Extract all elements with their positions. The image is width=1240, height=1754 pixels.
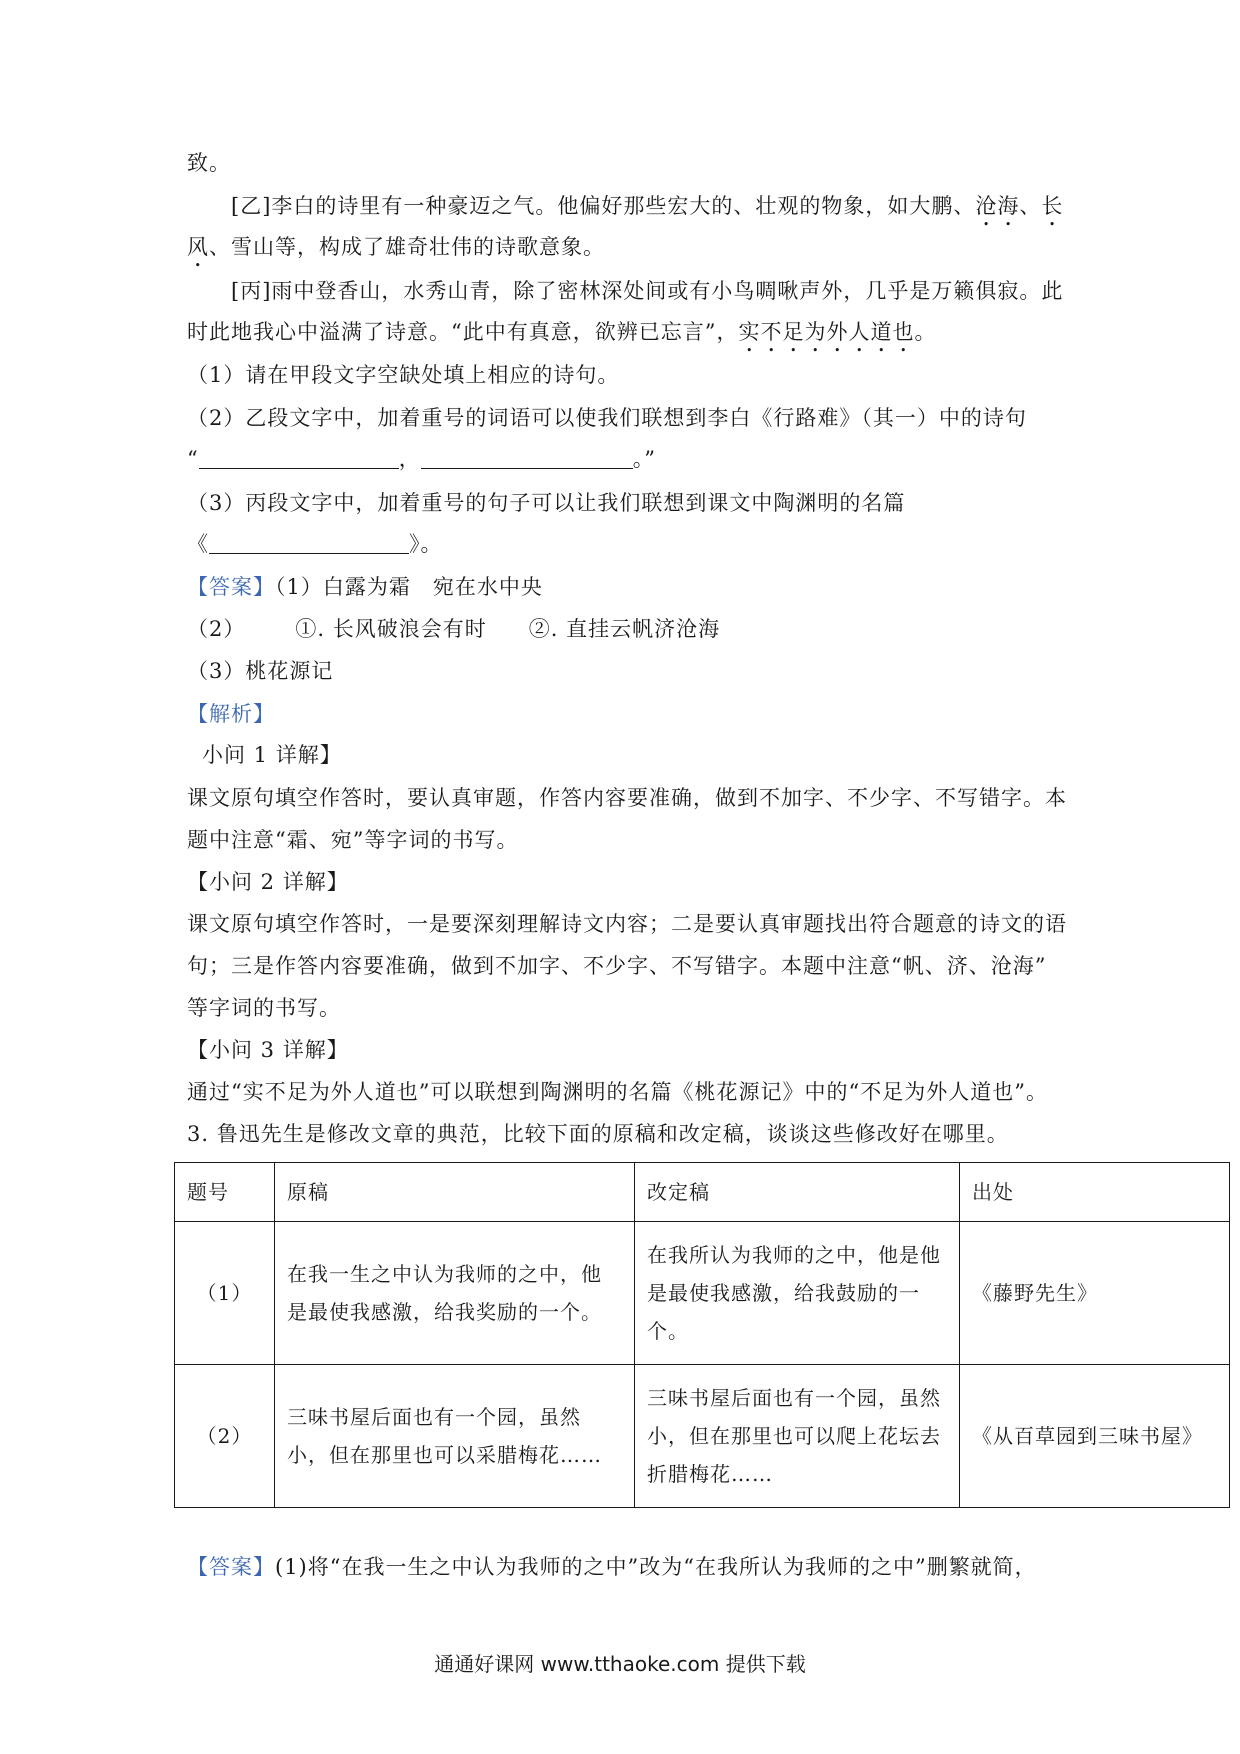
analysis-heading-3: 【小问 3 详解】 bbox=[187, 1038, 349, 1062]
table-cell-number: （1） bbox=[175, 1222, 275, 1365]
answer-tag: 【答案】 bbox=[187, 1555, 275, 1579]
revision-table bbox=[174, 1162, 1230, 1508]
emphasis-sentence: 实不足为外人道也 bbox=[738, 320, 915, 344]
analysis-p2-line1: 课文原句填空作答时，一是要深刻理解诗文内容；二是要认真审题找出符合题意的诗文的语 bbox=[187, 912, 1067, 936]
table-header: 改定稿 bbox=[635, 1163, 960, 1222]
question-1: （1）请在甲段文字空缺处填上相应的诗句。 bbox=[187, 363, 620, 387]
answer-tag: 【答案】 bbox=[187, 575, 275, 599]
table-header: 原稿 bbox=[275, 1163, 635, 1222]
paragraph-yi-line1: [乙]李白的诗里有一种豪迈之气。他偏好那些宏大的、壮观的物象，如大鹏、沧海、长 bbox=[231, 194, 1064, 218]
analysis-p3-line1: 通过“实不足为外人道也”可以联想到陶渊明的名篇《桃花源记》中的“不足为外人道也”。 bbox=[187, 1080, 1048, 1104]
answer-block-2: 【答案】(1)将“在我一生之中认为我师的之中”改为“在我所认为我师的之中”删繁就简， bbox=[187, 1555, 1037, 1579]
question-3-line1: （3）丙段文字中，加着重号的句子可以让我们联想到课文中陶渊明的名篇 bbox=[187, 491, 906, 515]
page-footer: 通通好课网 www.tthaoke.com 提供下载 bbox=[434, 1652, 806, 1676]
answer-blank[interactable] bbox=[421, 448, 633, 469]
emphasis-words: 沧海、长 bbox=[975, 194, 1064, 218]
answer-3: （3）桃花源记 bbox=[187, 659, 334, 683]
table-header-row bbox=[175, 1163, 1230, 1222]
emphasis-word: 风 bbox=[187, 235, 209, 259]
answer-2: （2） ①. 长风破浪会有时 ②. 直挂云帆济沧海 bbox=[187, 617, 721, 641]
analysis-heading-1: 小问 1 详解】 bbox=[202, 743, 342, 767]
answer-blank[interactable] bbox=[199, 448, 399, 469]
answer-blank[interactable] bbox=[209, 533, 409, 554]
question-3-blank: 《 》。 bbox=[187, 532, 443, 556]
table-cell-original: 三味书屋后面也有一个园，虽然小，但在那里也可以采腊梅花…… bbox=[275, 1365, 635, 1508]
table-header: 出处 bbox=[960, 1163, 1230, 1222]
question-3-title: 3. 鲁迅先生是修改文章的典范，比较下面的原稿和改定稿，谈谈这些修改好在哪里。 bbox=[187, 1122, 1009, 1146]
table-header: 题号 bbox=[175, 1163, 275, 1222]
table-cell-revised: 三味书屋后面也有一个园，虽然小，但在那里也可以爬上花坛去折腊梅花…… bbox=[635, 1365, 960, 1508]
analysis-tag: 【解析】 bbox=[187, 702, 275, 726]
table-row bbox=[175, 1222, 1230, 1365]
analysis-p2-line2: 句；三是作答内容要准确，做到不加字、不少字、不写错字。本题中注意“帆、济、沧海” bbox=[187, 954, 1047, 978]
table-cell-number: （2） bbox=[175, 1365, 275, 1508]
table-cell-source: 《藤野先生》 bbox=[960, 1222, 1230, 1365]
paragraph-yi-line2: 风、雪山等，构成了雄奇壮伟的诗歌意象。 bbox=[187, 235, 605, 259]
answer-block-1: 【答案】（1）白露为霜 宛在水中央 bbox=[187, 575, 543, 599]
table-cell-source: 《从百草园到三味书屋》 bbox=[960, 1365, 1230, 1508]
question-2-line1: （2）乙段文字中，加着重号的词语可以使我们联想到李白《行路难》（其一）中的诗句 bbox=[187, 406, 1027, 430]
analysis-p1-line2: 题中注意“霜、宛”等字词的书写。 bbox=[187, 828, 519, 852]
question-2-blanks: “ ， 。” bbox=[187, 447, 656, 471]
analysis-heading-2: 【小问 2 详解】 bbox=[187, 870, 349, 894]
table-cell-revised: 在我所认为我师的之中，他是他是最使我感激，给我鼓励的一个。 bbox=[635, 1222, 960, 1365]
paragraph-bing-line1: [丙]雨中登香山，水秀山青，除了密林深处间或有小鸟啁啾声外，几乎是万籁俱寂。此 bbox=[231, 279, 1064, 303]
table-row bbox=[175, 1365, 1230, 1508]
analysis-p2-line3: 等字词的书写。 bbox=[187, 996, 341, 1020]
paragraph-end-text: 致。 bbox=[187, 151, 231, 175]
paragraph-bing-line2: 时此地我心中溢满了诗意。“此中有真意，欲辨已忘言”，实不足为外人道也。 bbox=[187, 320, 937, 344]
table-cell-original: 在我一生之中认为我师的之中，他是最使我感激，给我奖励的一个。 bbox=[275, 1222, 635, 1365]
analysis-p1-line1: 课文原句填空作答时，要认真审题，作答内容要准确，做到不加字、不少字、不写错字。本 bbox=[187, 786, 1067, 810]
